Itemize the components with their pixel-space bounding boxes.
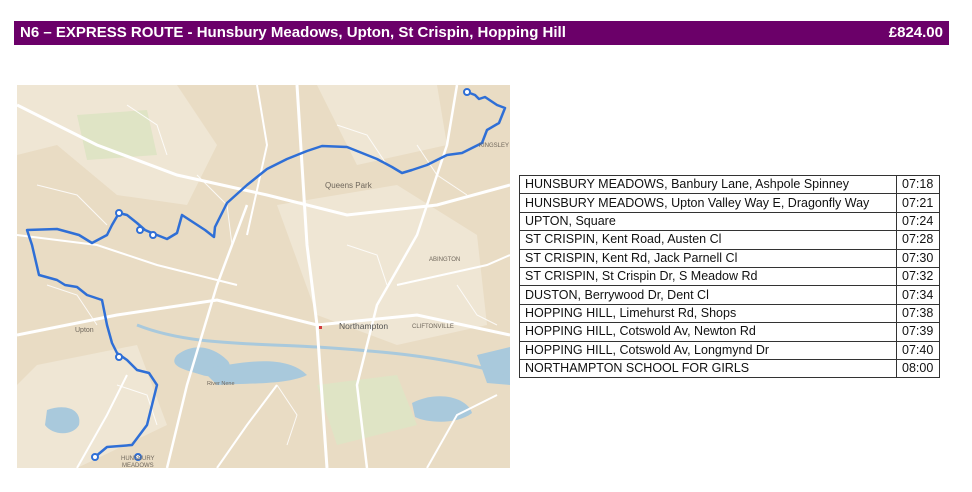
stop-name: DUSTON, Berrywood Dr, Dent Cl (520, 286, 897, 304)
label-meadows: MEADOWS (122, 463, 154, 468)
stop-name: ST CRISPIN, Kent Road, Austen Cl (520, 231, 897, 249)
timetable-row (520, 267, 940, 285)
stop-marker[interactable] (150, 232, 156, 238)
route-title: N6 – EXPRESS ROUTE - Hunsbury Meadows, Upton, St Crispin, Hopping Hill (20, 24, 566, 41)
stop-name: HUNSBURY MEADOWS, Upton Valley Way E, Dragonfly Way (520, 194, 897, 212)
map-canvas (17, 85, 510, 468)
stop-marker[interactable] (116, 354, 122, 360)
route-price: £824.00 (888, 24, 943, 41)
timetable-row (520, 323, 940, 341)
stop-marker[interactable] (92, 454, 98, 460)
stop-time: 07:18 (897, 176, 940, 194)
label-northampton: Northampton (339, 321, 389, 331)
map-lake (45, 407, 79, 433)
label-queens-park: Queens Park (325, 181, 372, 190)
stop-name: ST CRISPIN, Kent Rd, Jack Parnell Cl (520, 249, 897, 267)
stop-time: 07:28 (897, 231, 940, 249)
timetable-row (520, 194, 940, 212)
stop-time: 07:39 (897, 323, 940, 341)
stop-time: 07:21 (897, 194, 940, 212)
route-header (14, 21, 949, 45)
timetable-row (520, 286, 940, 304)
label-abington: ABINGTON (429, 257, 461, 263)
stop-time: 07:38 (897, 304, 940, 322)
stop-time: 07:34 (897, 286, 940, 304)
timetable-row (520, 212, 940, 230)
stop-name: HOPPING HILL, Cotswold Av, Newton Rd (520, 323, 897, 341)
stop-name: UPTON, Square (520, 212, 897, 230)
stop-time: 07:24 (897, 212, 940, 230)
label-cliftonville: CLIFTONVILLE (412, 324, 454, 330)
stop-name: HOPPING HILL, Cotswold Av, Longmynd Dr (520, 341, 897, 359)
stop-time: 07:40 (897, 341, 940, 359)
timetable-body (520, 176, 940, 378)
timetable-row (520, 304, 940, 322)
stop-marker[interactable] (464, 89, 470, 95)
town-centre-marker (319, 326, 322, 329)
stop-marker[interactable] (116, 210, 122, 216)
stop-name: ST CRISPIN, St Crispin Dr, S Meadow Rd (520, 267, 897, 285)
timetable-row (520, 341, 940, 359)
timetable (519, 175, 940, 378)
timetable-row (520, 359, 940, 377)
stop-name: HUNSBURY MEADOWS, Banbury Lane, Ashpole Spinney (520, 176, 897, 194)
route-map[interactable] (17, 85, 510, 468)
stop-time: 07:32 (897, 267, 940, 285)
stop-name: HOPPING HILL, Limehurst Rd, Shops (520, 304, 897, 322)
stop-name: NORTHAMPTON SCHOOL FOR GIRLS (520, 359, 897, 377)
timetable-row (520, 231, 940, 249)
timetable-row (520, 249, 940, 267)
label-river-nene: River Nene (207, 381, 235, 387)
stop-time: 07:30 (897, 249, 940, 267)
label-kingsley: KINGSLEY (479, 143, 510, 149)
label-upton: Upton (75, 327, 94, 334)
timetable-row (520, 176, 940, 194)
label-hunsbury: HUNSBURY (121, 456, 155, 462)
stop-marker[interactable] (137, 227, 143, 233)
stop-time: 08:00 (897, 359, 940, 377)
